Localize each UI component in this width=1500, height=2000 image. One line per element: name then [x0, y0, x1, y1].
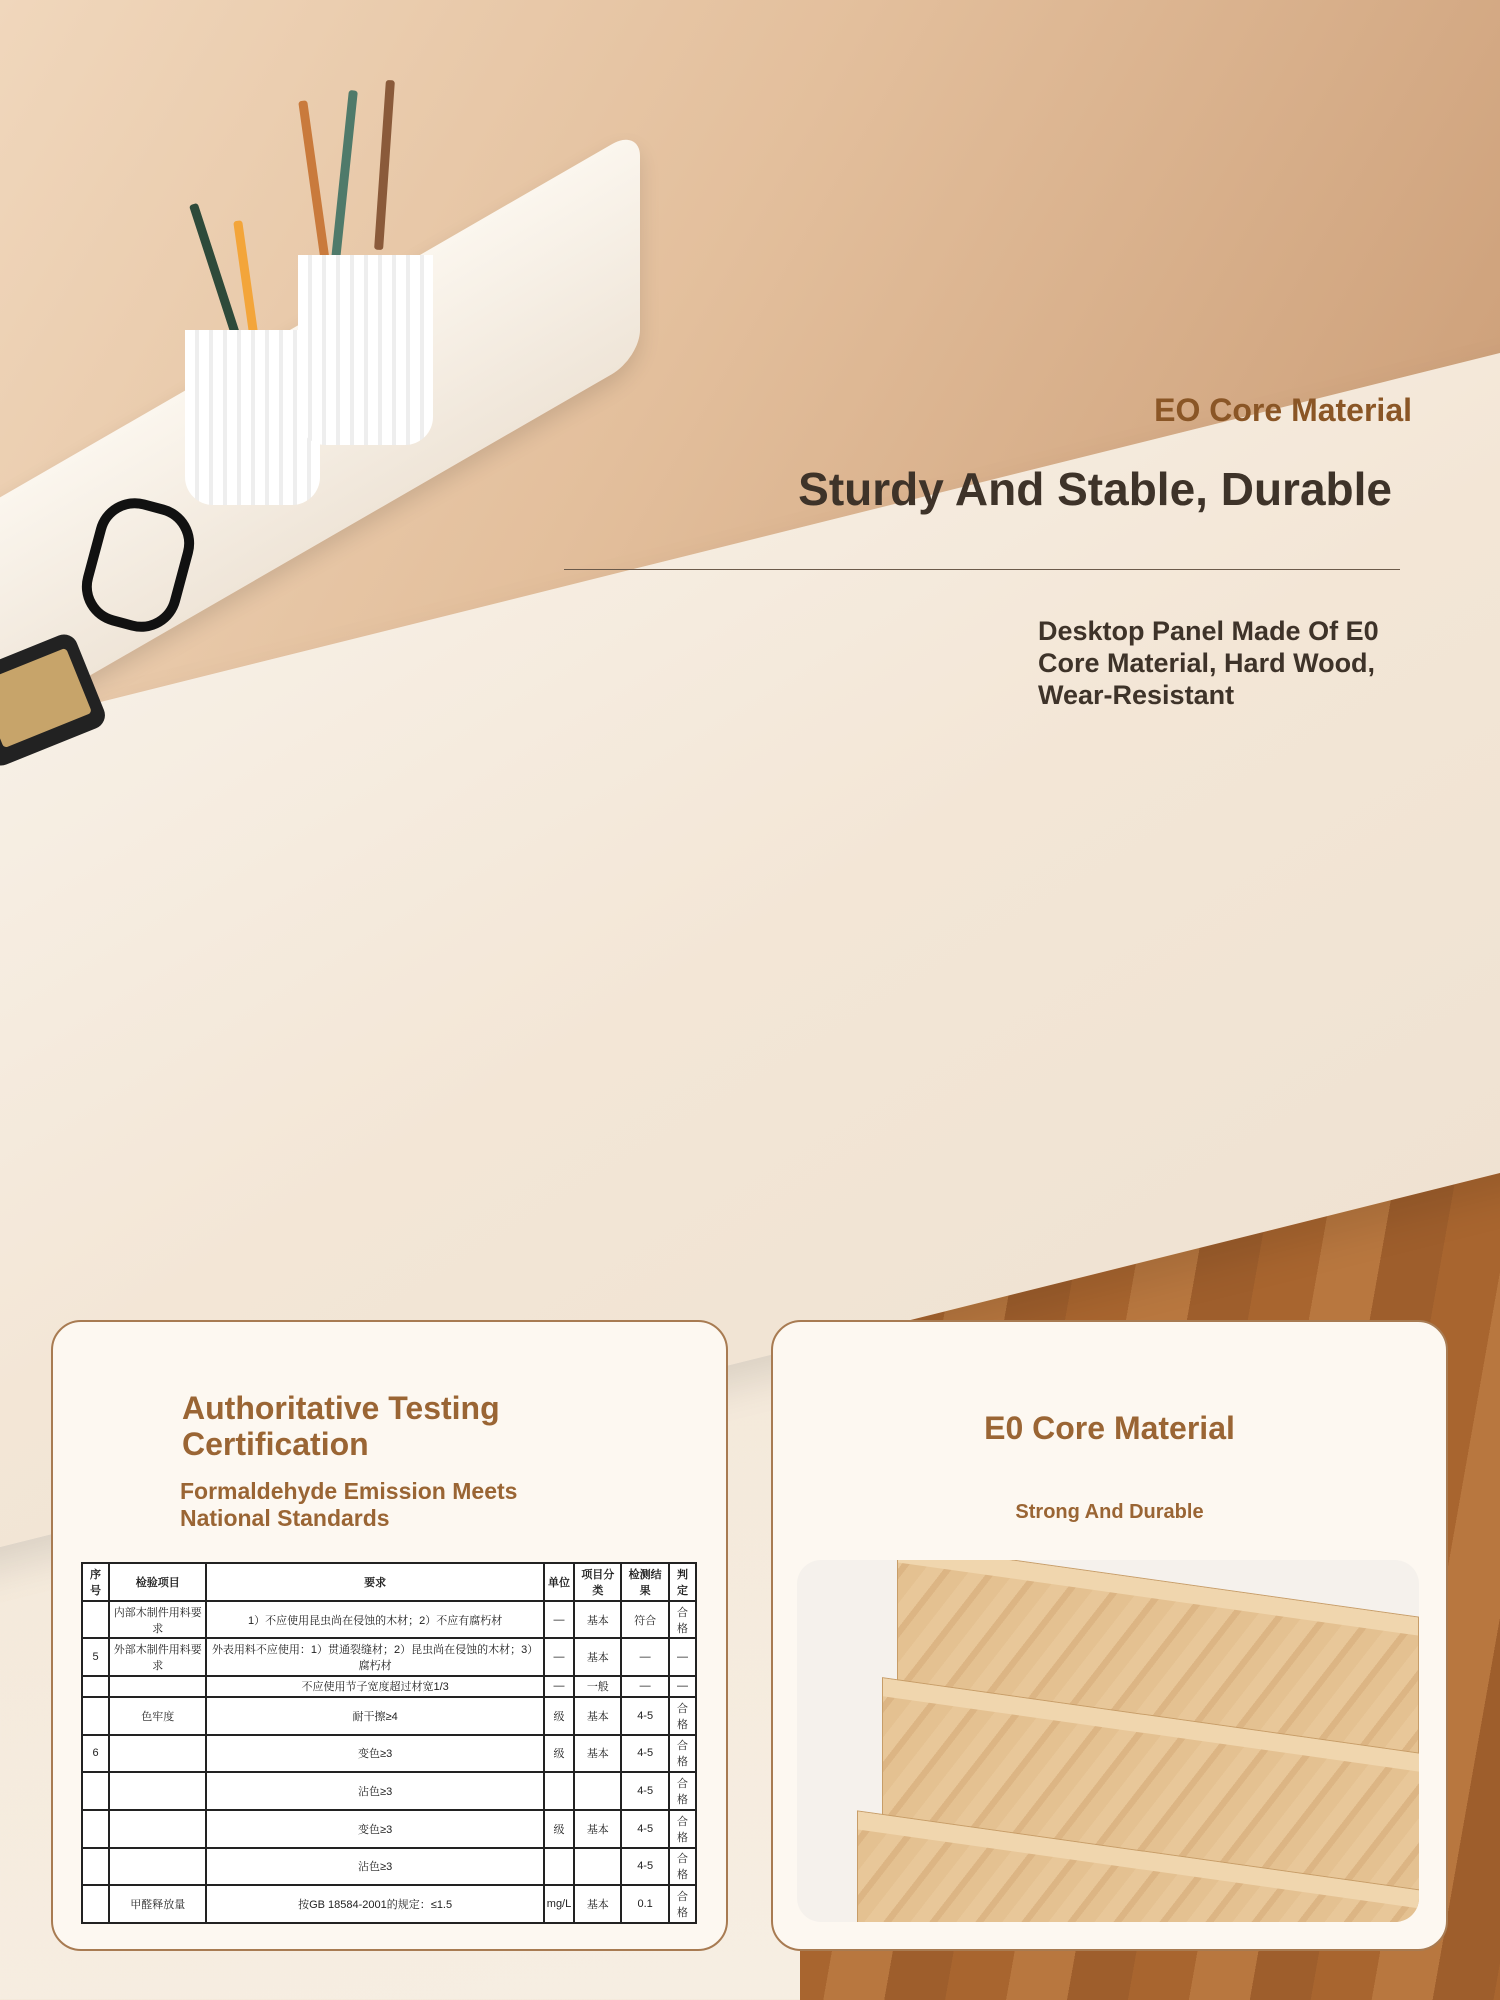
table-row [82, 1697, 696, 1735]
table-cell [82, 1885, 109, 1923]
table-cell: 沾色≥3 [206, 1848, 543, 1886]
pen-holder-cup [298, 255, 433, 445]
table-cell [109, 1810, 206, 1848]
table-cell: 沾色≥3 [206, 1772, 543, 1810]
table-cell: 合格 [669, 1697, 696, 1735]
table-cell: 基本 [574, 1810, 621, 1848]
table-cell: 项目分类 [574, 1563, 621, 1601]
table-cell [109, 1735, 206, 1773]
card-subtitle: Formaldehyde Emission Meets National Standards [180, 1478, 518, 1531]
table-cell: 5 [82, 1638, 109, 1676]
table-cell: 序号 [82, 1563, 109, 1601]
table-cell: 合格 [669, 1810, 696, 1848]
table-row [82, 1772, 696, 1810]
table-header-row [82, 1563, 696, 1601]
table-cell: 1）不应使用昆虫尚在侵蚀的木材；2）不应有腐朽材 [206, 1601, 543, 1639]
table-cell: 色牢度 [109, 1697, 206, 1735]
table-cell: — [669, 1638, 696, 1676]
table-cell [574, 1772, 621, 1810]
table-cell: 合格 [669, 1772, 696, 1810]
title-divider [564, 569, 1400, 570]
table-cell: 要求 [206, 1563, 543, 1601]
table-cell [82, 1697, 109, 1735]
table-cell: 变色≥3 [206, 1810, 543, 1848]
table-cell: 检测结果 [621, 1563, 669, 1601]
table-cell: 基本 [574, 1697, 621, 1735]
table-cell: 基本 [574, 1885, 621, 1923]
table-cell [82, 1772, 109, 1810]
table-cell [109, 1676, 206, 1697]
table-cell: 耐干擦≥4 [206, 1697, 543, 1735]
table-cell: 级 [544, 1697, 574, 1735]
table-cell: — [544, 1638, 574, 1676]
table-cell [82, 1601, 109, 1639]
card-title: Authoritative Testing Certification [182, 1390, 500, 1462]
table-cell: — [621, 1638, 669, 1676]
table-cell: 基本 [574, 1638, 621, 1676]
table-cell [544, 1772, 574, 1810]
table-cell: 4-5 [621, 1848, 669, 1886]
table-cell: 变色≥3 [206, 1735, 543, 1773]
table-cell: 单位 [544, 1563, 574, 1601]
wood-planks-image [797, 1560, 1419, 1922]
table-cell [544, 1848, 574, 1886]
table-cell [574, 1848, 621, 1886]
table-cell: 4-5 [621, 1697, 669, 1735]
table-cell [82, 1848, 109, 1886]
table-cell [82, 1810, 109, 1848]
certificate-table [81, 1562, 697, 1924]
certification-card [51, 1320, 728, 1951]
table-cell: 级 [544, 1735, 574, 1773]
table-row [82, 1810, 696, 1848]
table-cell: 0.1 [621, 1885, 669, 1923]
core-material-card [771, 1320, 1448, 1951]
card-title: E0 Core Material [984, 1410, 1235, 1446]
table-row [82, 1848, 696, 1886]
table-cell: 基本 [574, 1601, 621, 1639]
table-row [82, 1676, 696, 1697]
table-cell: 合格 [669, 1601, 696, 1639]
card-subtitle: Strong And Durable [1015, 1501, 1204, 1523]
table-cell: 合格 [669, 1735, 696, 1773]
table-cell [82, 1676, 109, 1697]
table-cell: mg/L [544, 1885, 574, 1923]
table-cell: 外部木制件用料要求 [109, 1638, 206, 1676]
table-cell: — [544, 1676, 574, 1697]
table-cell: 4-5 [621, 1810, 669, 1848]
table-cell: 级 [544, 1810, 574, 1848]
table-cell: 不应使用节子宽度超过材宽1/3 [206, 1676, 543, 1697]
table-cell: — [544, 1601, 574, 1639]
table-cell: 符合 [621, 1601, 669, 1639]
section-eyebrow: EO Core Material [1154, 392, 1412, 428]
page-title: Sturdy And Stable, Durable [798, 463, 1392, 515]
table-cell: 检验项目 [109, 1563, 206, 1601]
table-row [82, 1601, 696, 1639]
table-cell: 合格 [669, 1885, 696, 1923]
table-cell: 4-5 [621, 1735, 669, 1773]
table-cell [109, 1848, 206, 1886]
table-cell: 基本 [574, 1735, 621, 1773]
table-cell: 甲醛释放量 [109, 1885, 206, 1923]
table-cell: 内部木制件用料要求 [109, 1601, 206, 1639]
table-cell: 判定 [669, 1563, 696, 1601]
table-row [82, 1885, 696, 1923]
certificate-table-body [82, 1563, 696, 1923]
table-row [82, 1638, 696, 1676]
table-cell: 按GB 18584-2001的规定：≤1.5 [206, 1885, 543, 1923]
hero-description: Desktop Panel Made Of E0 Core Material, Hard Wood, Wear-Resistant [1038, 616, 1379, 710]
table-cell: — [669, 1676, 696, 1697]
table-cell: 6 [82, 1735, 109, 1773]
table-cell: — [621, 1676, 669, 1697]
table-cell: 一般 [574, 1676, 621, 1697]
table-cell: 外表用料不应使用：1）贯通裂缝材；2）昆虫尚在侵蚀的木材；3）腐朽材 [206, 1638, 543, 1676]
table-cell [109, 1772, 206, 1810]
table-cell: 合格 [669, 1848, 696, 1886]
table-row [82, 1735, 696, 1773]
table-cell: 4-5 [621, 1772, 669, 1810]
